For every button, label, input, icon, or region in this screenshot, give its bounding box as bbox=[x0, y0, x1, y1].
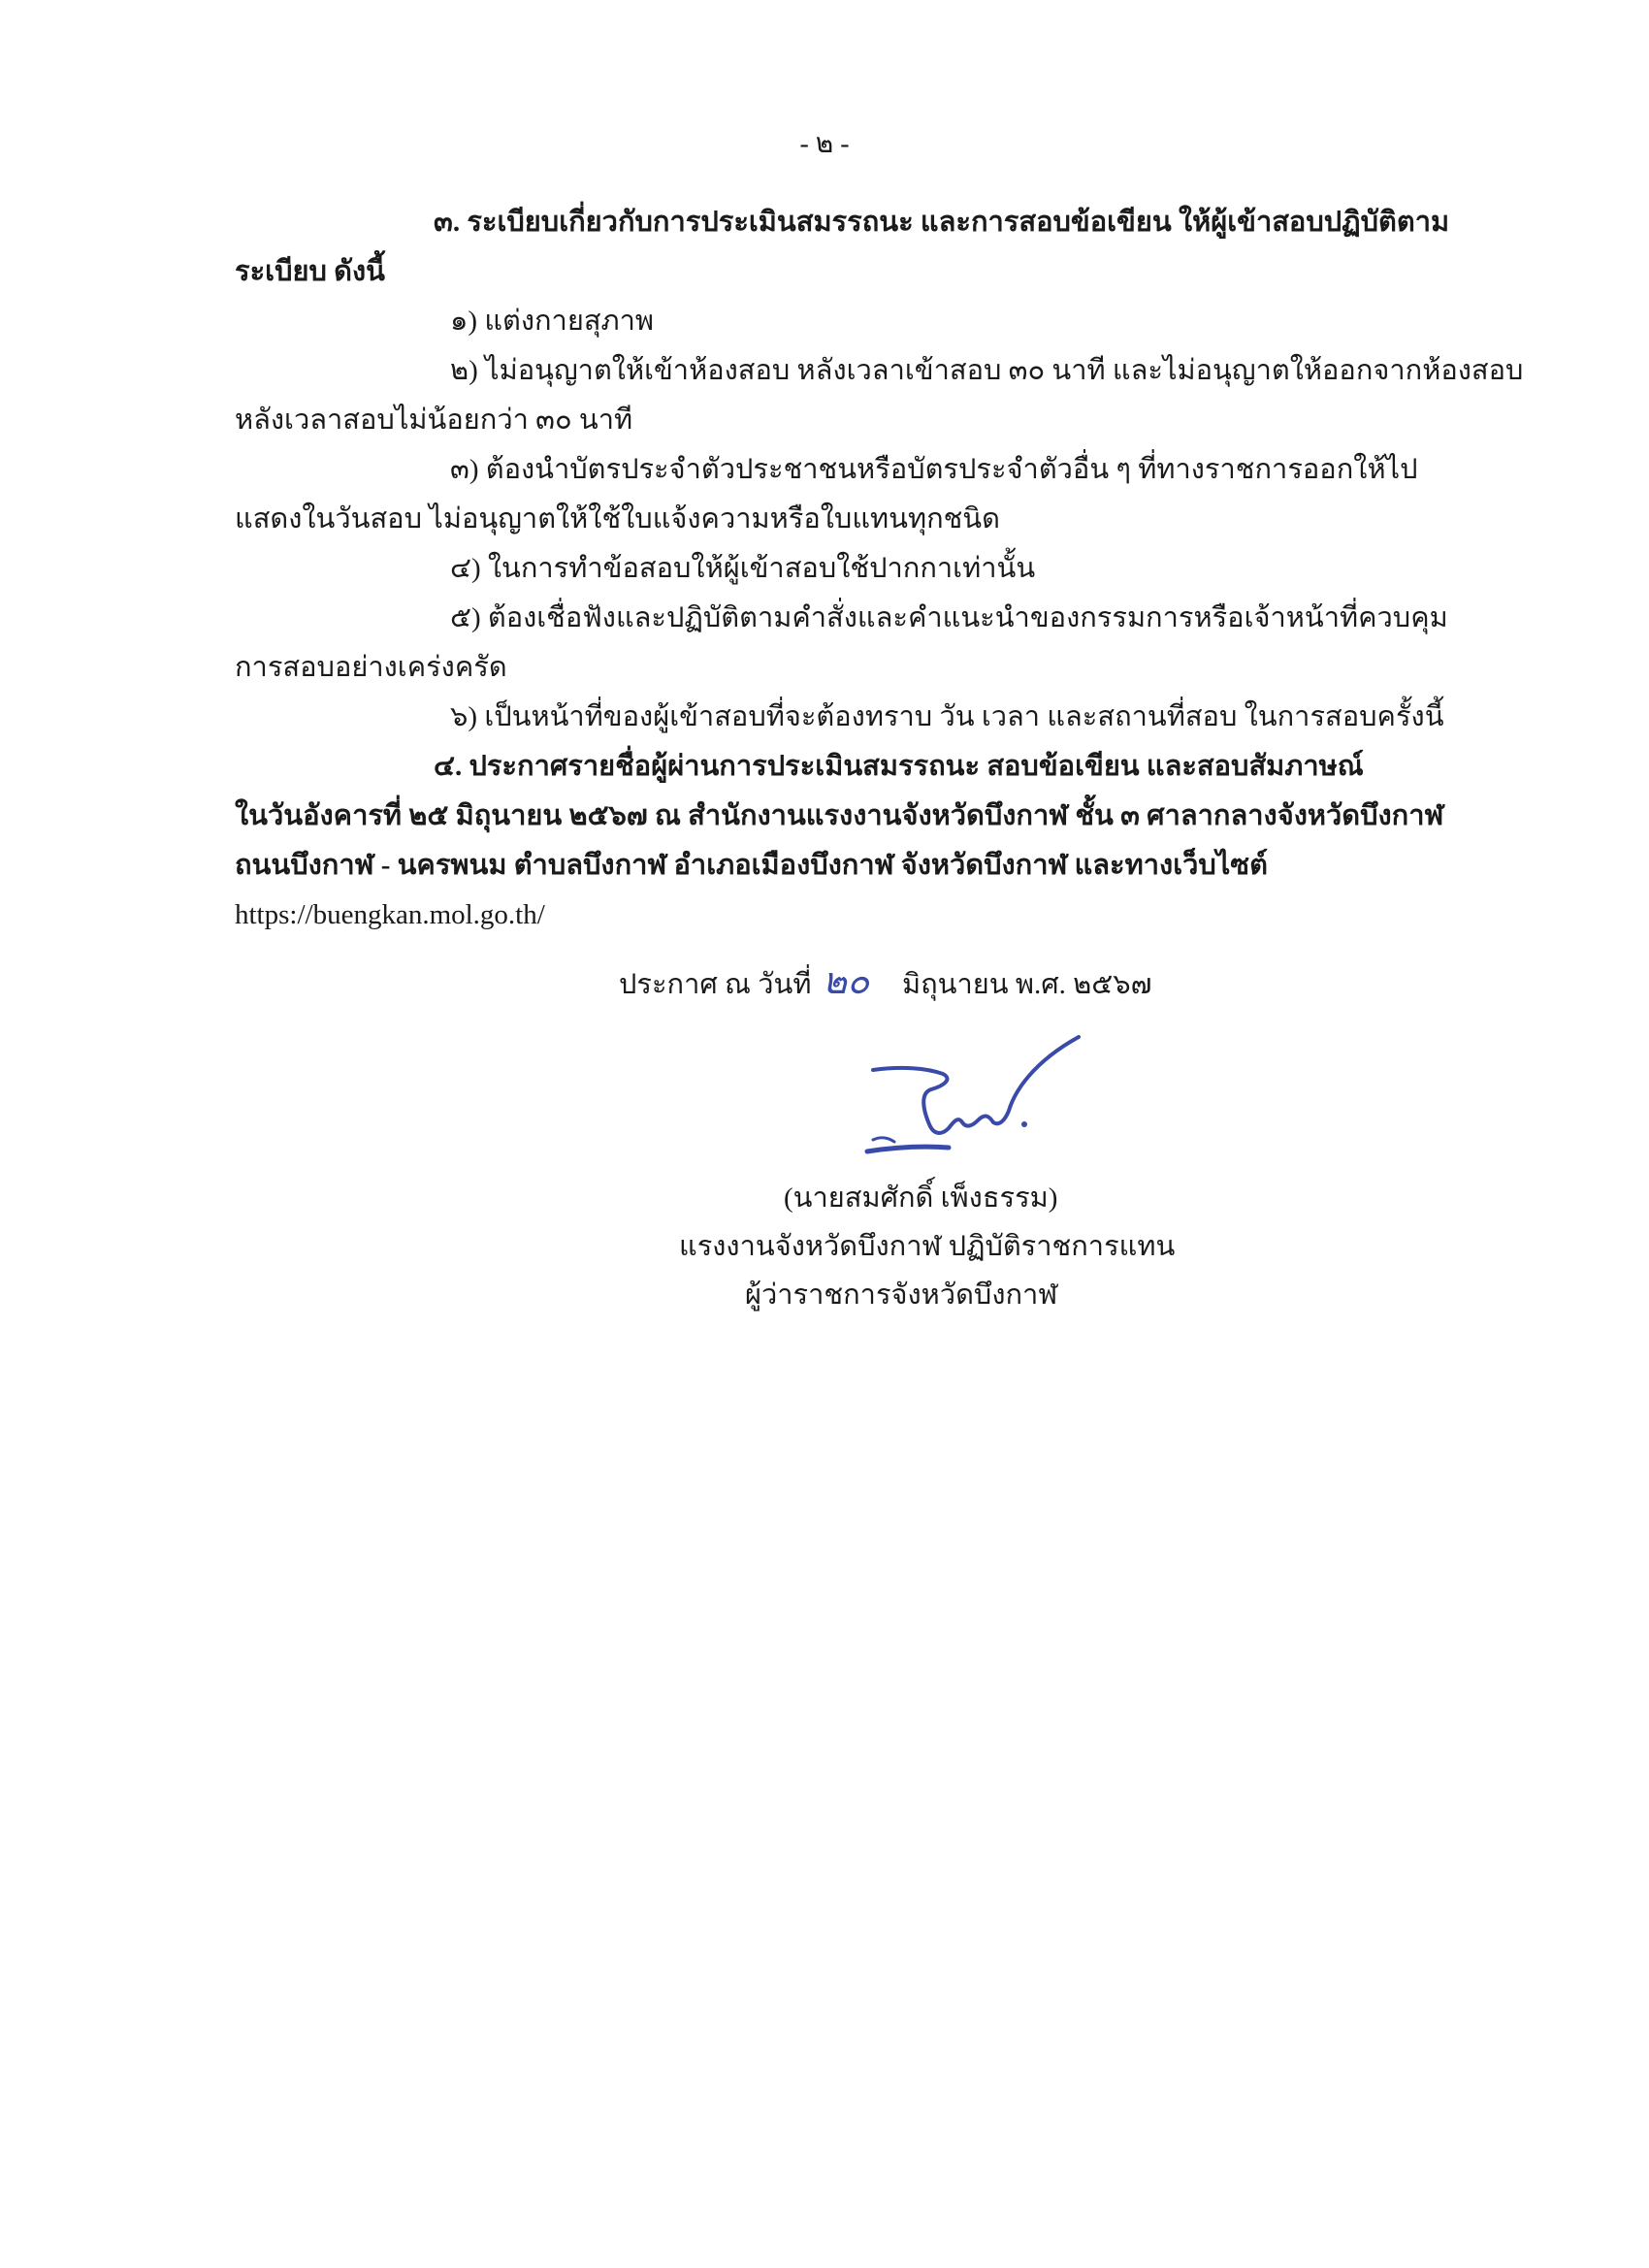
signature-image bbox=[834, 1023, 1096, 1169]
rule-item-2: ๒) ไม่อนุญาตให้เข้าห้องสอบ หลังเวลาเข้าสอบ ๓๐ นาที และไม่อนุญาตให้ออกจากห้องสอบ bbox=[450, 355, 1524, 386]
rule-item-5-cont: การสอบอย่างเคร่งครัด bbox=[235, 652, 507, 683]
section4-line2: ในวันอังคารที่ ๒๕ มิถุนายน ๒๕๖๗ ณ สำนักงานแรงงานจังหวัดบึงกาฬ ชั้น ๓ ศาลากลางจังหวัดบึงกาฬ bbox=[235, 800, 1444, 831]
rule-item-3-cont: แสดงในวันสอบ ไม่อนุญาตให้ใช้ใบแจ้งความหรือใบแทนทุกชนิด bbox=[235, 503, 1000, 535]
website-url: https://buengkan.mol.go.th/ bbox=[235, 899, 545, 930]
document-body bbox=[235, 198, 1524, 940]
signatory-position: แรงงานจังหวัดบึงกาฬ ปฏิบัติราชการแทน bbox=[679, 1231, 1176, 1262]
rule-item-6: ๖) เป็นหน้าที่ของผู้เข้าสอบที่จะต้องทราบ วัน เวลา และสถานที่สอบ ในการสอบครั้งนี้ bbox=[450, 701, 1444, 732]
page-number: - ๒ - bbox=[799, 129, 850, 159]
announcement-suffix: มิถุนายน พ.ศ. ๒๕๖๗ bbox=[902, 969, 1152, 1000]
section4-line3: ถนนบึงกาฬ - นครพนม ตำบลบึงกาฬ อำเภอเมืองบึงกาฬ จังหวัดบึงกาฬ และทางเว็บไซต์ bbox=[235, 850, 1268, 881]
announcement-prefix: ประกาศ ณ วันที่ bbox=[619, 969, 812, 1000]
rule-item-5: ๕) ต้องเชื่อฟังและปฏิบัติตามคำสั่งและคำแนะนำของกรรมการหรือเจ้าหน้าที่ควบคุม bbox=[450, 602, 1448, 633]
section3-heading-line1: ๓. ระเบียบเกี่ยวกับการประเมินสมรรถนะ และการสอบข้อเขียน ให้ผู้เข้าสอบปฏิบัติตาม bbox=[434, 207, 1450, 238]
rule-item-3: ๓) ต้องนำบัตรประจำตัวประชาชนหรือบัตรประจำตัวอื่น ๆ ที่ทางราชการออกให้ไป bbox=[450, 454, 1418, 485]
rule-item-1: ๑) แต่งกายสุภาพ bbox=[450, 306, 655, 337]
section3-heading-line2: ระเบียบ ดังนี้ bbox=[235, 256, 385, 287]
signatory-name: (นายสมศักดิ์ เพ็งธรรม) bbox=[784, 1183, 1058, 1214]
rule-item-2-cont: หลังเวลาสอบไม่น้อยกว่า ๓๐ นาที bbox=[235, 405, 633, 436]
rule-item-4: ๔) ในการทำข้อสอบให้ผู้เข้าสอบใช้ปากกาเท่านั้น bbox=[450, 553, 1036, 584]
signatory-on-behalf: ผู้ว่าราชการจังหวัดบึงกาฬ bbox=[745, 1280, 1058, 1311]
handwritten-day: ๒๐ bbox=[823, 959, 870, 1002]
section4-line1: ๔. ประกาศรายชื่อผู้ผ่านการประเมินสมรรถนะ สอบข้อเขียน และสอบสัมภาษณ์ bbox=[434, 751, 1364, 782]
